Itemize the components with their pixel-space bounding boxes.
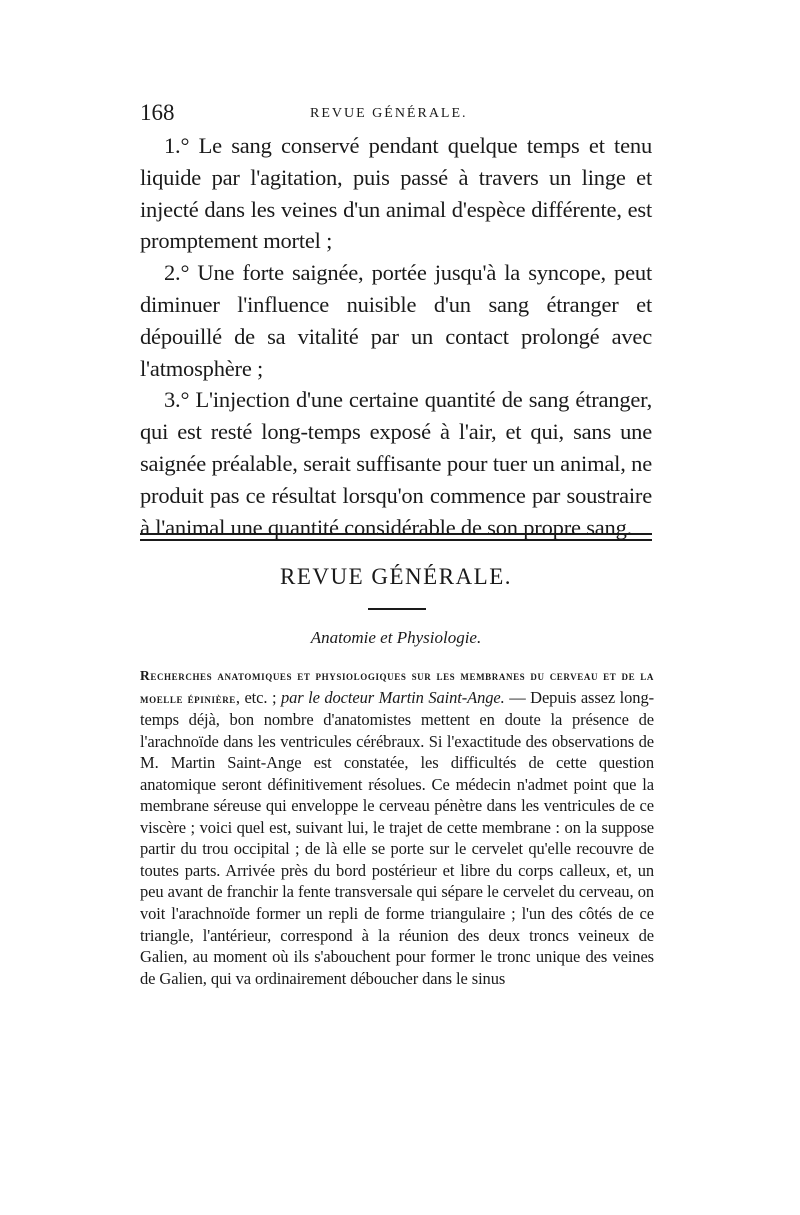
article-heading: Recherches anatomiques et physiologiques sur les membranes du cerveau et de la moelle épinière bbox=[140, 668, 654, 706]
article-body: — Depuis assez long-temps déjà, bon nombre d'anatomistes mettent en doute la présence de l'arachnoïde dans les ventricules cérébraux. Si l'exactitude des observations de M. Martin Saint-Ange est constatée, les difficultés de cette question anatomique seront définitivement résolues. Ce médecin n'admet point que la membrane séreuse qui enveloppe le cerveau pénètre dans les ventricules de ce viscère ; voici quel est, suivant lui, le trajet de cette membrane : on la suppose partir du trou occipital ; de là elle se porte sur le cervelet qu'elle recouvre de toutes parts. Arrivée près du bord postérieur et libre du corps calleux, et, un peu avant de franchir la fente transversale qui sépare le cervelet du cerveau, on voit l'arachnoïde former un repli de forme triangulaire ; l'un des côtés de ce triangle, l'antérieur, correspond à la réunion des deux troncs veineux de Galien, au moment où ils s'abouchent pour former le tronc unique des veines de Galien, qui va ordinairement déboucher dans le sinus bbox=[140, 687, 654, 988]
article bbox=[140, 664, 654, 989]
article-author: par le docteur Martin Saint-Ange. bbox=[280, 687, 505, 707]
running-title: REVUE GÉNÉRALE. bbox=[310, 106, 468, 121]
page-header bbox=[140, 100, 660, 130]
title-rule bbox=[368, 608, 426, 610]
conclusion-2: 2.° Une forte saignée, portée jusqu'à la syncope, peut diminuer l'influence nuisible d'un sang étranger et dépouillé de sa vitalité par un contact prolongé avec l'atmosphère ; bbox=[140, 260, 652, 381]
subsection-title: Anatomie et Physiologie. bbox=[310, 628, 482, 647]
article-heading-suffix: , etc. ; bbox=[235, 687, 277, 707]
numbered-conclusions bbox=[140, 130, 652, 543]
section-divider bbox=[140, 533, 652, 541]
page-number: 168 bbox=[140, 100, 175, 125]
conclusion-3: 3.° L'injection d'une certaine quantité de sang étranger, qui est resté long-temps exposé à l'air, et qui, sans une saignée préalable, serait suffisante pour tuer un animal, ne produit pas ce résultat lorsqu'on commence par soustraire à l'animal une quantité considérable de son propre sang. bbox=[140, 387, 652, 540]
conclusion-1: 1.° Le sang conservé pendant quelque temps et tenu liquide par l'agitation, puis passé à travers un linge et injecté dans les veines d'un animal d'espèce différente, est promptement mortel ; bbox=[140, 133, 652, 254]
section-title: REVUE GÉNÉRALE. bbox=[279, 564, 513, 589]
article-paragraph bbox=[140, 664, 654, 989]
